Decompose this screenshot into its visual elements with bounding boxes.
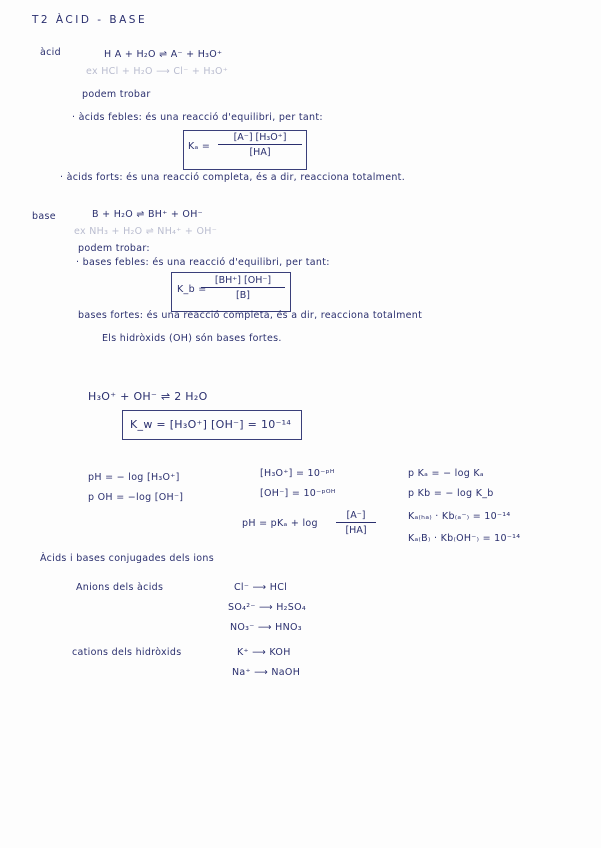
- weak-acids-text: · àcids febles: és una reacció d'equilibri, per tant:: [72, 112, 323, 123]
- cation-row: Na⁺ ⟶ NaOH: [232, 667, 301, 678]
- acid-label: àcid: [40, 47, 61, 58]
- ka-kb-relation-1: Kₐ₍ₕₐ₎ · Kb₍ₐ⁻₎ = 10⁻¹⁴: [408, 511, 511, 522]
- strong-acids-text: · àcids forts: és una reacció completa, és a dir, reacciona totalment.: [60, 172, 406, 183]
- acid-equation: H A + H₂O ⇌ A⁻ + H₃O⁺: [104, 49, 223, 60]
- ka-fraction: [218, 132, 302, 158]
- kb-fraction: [201, 275, 285, 301]
- kb-denominator: [B]: [236, 290, 250, 301]
- kb-lhs: K_b =: [177, 284, 207, 295]
- acid-example-equation: ex HCl + H₂O ⟶ Cl⁻ + H₃O⁺: [86, 66, 229, 77]
- ka-numerator: [A⁻] [H₃O⁺]: [218, 132, 302, 145]
- base-equation: B + H₂O ⇌ BH⁺ + OH⁻: [92, 209, 203, 220]
- page-title: T2 ÀCID - BASE: [32, 14, 148, 26]
- weak-bases-text: · bases febles: és una reacció d'equilibri, per tant:: [76, 257, 330, 268]
- base-note: podem trobar:: [78, 243, 150, 254]
- poh-formula: p OH = −log [OH⁻]: [88, 492, 184, 503]
- anion-row: NO₃⁻ ⟶ HNO₃: [230, 622, 302, 633]
- hydroxides-text: Els hidròxids (OH) són bases fortes.: [102, 333, 282, 344]
- ka-denominator: [HA]: [249, 147, 271, 158]
- cation-row: K⁺ ⟶ KOH: [237, 647, 291, 658]
- water-equation: H₃O⁺ + OH⁻ ⇌ 2 H₂O: [88, 390, 208, 403]
- anion-row: SO₄²⁻ ⟶ H₂SO₄: [228, 602, 306, 613]
- kb-numerator: [BH⁺] [OH⁻]: [201, 275, 285, 288]
- pka-formula: p Kₐ = − log Kₐ: [408, 468, 484, 479]
- oh-formula: [OH⁻] = 10⁻ᵖᴼᴴ: [260, 488, 336, 499]
- ph-formula: pH = − log [H₃O⁺]: [88, 472, 180, 483]
- acid-note: podem trobar: [82, 89, 151, 100]
- anion-row: Cl⁻ ⟶ HCl: [234, 582, 288, 593]
- kw-expression: K_w = [H₃O⁺] [OH⁻] = 10⁻¹⁴: [130, 418, 292, 431]
- anions-label: Anions dels àcids: [76, 582, 164, 593]
- base-example-equation: ex NH₃ + H₂O ⇌ NH₄⁺ + OH⁻: [74, 226, 218, 237]
- hh-numerator: [A⁻]: [336, 510, 376, 523]
- hh-lhs: pH = pKₐ + log: [242, 518, 318, 529]
- ka-lhs: Kₐ =: [188, 141, 211, 152]
- ka-kb-relation-2: Kₐ₍B₎ · Kb₍OH⁻₎ = 10⁻¹⁴: [408, 533, 521, 544]
- base-label: base: [32, 211, 56, 222]
- hh-denominator: [HA]: [345, 525, 367, 536]
- pkb-formula: p Kb = − log K_b: [408, 488, 494, 499]
- cations-label: cations dels hidròxids: [72, 647, 182, 658]
- conjugates-heading: Àcids i bases conjugades dels ions: [40, 553, 214, 564]
- hh-fraction: [336, 510, 376, 536]
- h3o-formula: [H₃O⁺] = 10⁻ᵖᴴ: [260, 468, 335, 479]
- strong-bases-text: bases fortes: és una reacció completa, és a dir, reacciona totalment: [78, 310, 423, 321]
